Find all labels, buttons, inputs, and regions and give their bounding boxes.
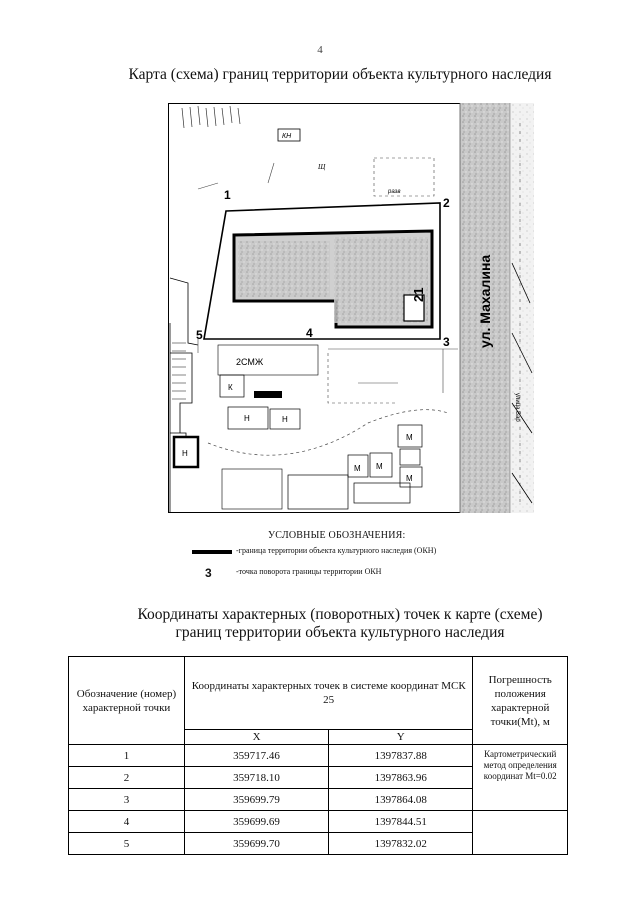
col-header-accuracy: Погрешность положения характерной точки(Mt), м	[473, 657, 568, 745]
cell-point: 2	[69, 767, 185, 789]
point-label-1: 1	[224, 188, 231, 202]
coordinates-title-line1: Координаты характерных (поворотных) точек к карте (схеме)	[137, 606, 543, 623]
cell-point: 4	[69, 811, 185, 833]
cell-y: 1397864.08	[329, 789, 473, 811]
point-label-3: 3	[443, 335, 450, 349]
map-label-m-3: М	[376, 462, 383, 471]
cell-y: 1397837.88	[329, 745, 473, 767]
map-label-m-4: М	[406, 474, 413, 483]
coordinates-title-line2: границ территории объекта культурного наследия	[175, 624, 505, 641]
col-header-coordinates: Координаты характерных точек в системе координат МСК 25	[184, 657, 472, 730]
legend-boundary-line	[192, 550, 232, 554]
site-map	[168, 103, 534, 513]
map-label-razv: разв	[388, 189, 401, 195]
map-label-shch: Щ	[318, 163, 326, 171]
map-label-n-c2: Н	[282, 415, 288, 424]
legend-boundary-text: -граница территории объекта культурного наследия (ОКН)	[236, 546, 437, 555]
point-label-4: 4	[306, 326, 313, 340]
col-header-y: Y	[329, 730, 473, 745]
cell-x: 359717.46	[184, 745, 328, 767]
cell-x: 359699.69	[184, 811, 328, 833]
coordinates-table	[68, 656, 568, 855]
cell-x: 359718.10	[184, 767, 328, 789]
building-number: 21	[411, 287, 426, 302]
map-label-zsmzh: 2СМЖ	[236, 357, 264, 367]
coordinates-title	[0, 606, 640, 642]
cell-point: 1	[69, 745, 185, 767]
table-row	[69, 745, 568, 767]
map-label-m-2: М	[354, 464, 361, 473]
cell-x: 359699.70	[184, 833, 328, 855]
map-label-kn: КН	[282, 133, 292, 140]
street-label: ул. Махалина	[477, 254, 493, 348]
cell-y: 1397844.51	[329, 811, 473, 833]
cell-y: 1397863.96	[329, 767, 473, 789]
map-label-n-c1: Н	[244, 414, 250, 423]
table-row	[69, 811, 568, 833]
map-label-n-left: Н	[182, 449, 188, 458]
cell-method: Картометрический метод определения координат Mt=0.02	[473, 745, 568, 811]
right-street-text: улица Бар	[514, 393, 520, 422]
cell-point: 5	[69, 833, 185, 855]
point-label-5: 5	[196, 328, 203, 342]
cell-y: 1397832.02	[329, 833, 473, 855]
legend-point-text: -точка поворота границы территории ОКН	[236, 567, 382, 576]
cell-point: 3	[69, 789, 185, 811]
col-header-point: Обозначение (номер) характерной точки	[69, 657, 185, 745]
map-label-k: К	[228, 383, 233, 392]
cell-x: 359699.79	[184, 789, 328, 811]
col-header-x: X	[184, 730, 328, 745]
page-number: 4	[317, 44, 323, 56]
map-title: Карта (схема) границ территории объекта культурного наследия	[128, 66, 552, 83]
legend-point-symbol: 3	[205, 566, 212, 580]
point-label-2: 2	[443, 196, 450, 210]
legend-title: УСЛОВНЫЕ ОБОЗНАЧЕНИЯ:	[268, 530, 406, 541]
map-label-m-1: М	[406, 433, 413, 442]
cell-empty	[473, 811, 568, 855]
